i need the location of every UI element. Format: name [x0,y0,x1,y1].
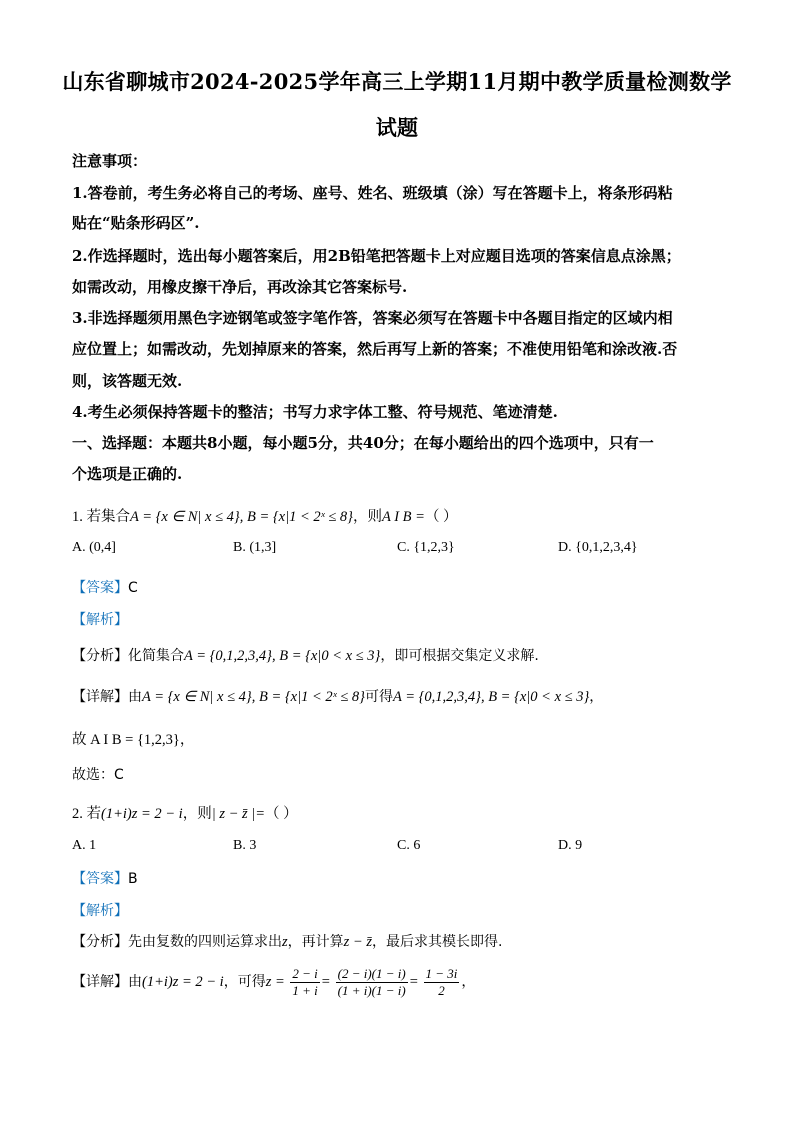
xiangjie-math: (1+i)z = 2 − i [142,973,224,990]
note-line: 应位置上；如需改动，先划掉原来的答案，然后再写上新的答案；不准使用铅笔和涂改液.否 [72,340,678,358]
fenxi-math: z [282,934,288,950]
fenxi-text: 先由复数的四则运算求出 [128,934,282,950]
q1-set-b: , B = {x|1 < 2ˣ ≤ 8} [239,509,353,525]
q2-answer [72,868,138,888]
fenxi-text: ，再计算 [287,934,344,950]
q2-fenxi [72,931,502,951]
fraction [336,966,408,999]
note-line: 2.作选择题时，选出每小题答案后，用2B铅笔把答题卡上对应题目选项的答案信息点涂黑； [72,247,681,265]
fenxi-text: ，即可根据交集定义求解. [380,648,539,664]
fenxi-math: A = {0,1,2,3,4}, B = {x|0 < x ≤ 3} [184,648,381,664]
note-line: 则，该答题无效. [72,372,183,390]
fenxi-tag: 【分析】 [72,648,128,664]
q1-prefix: 1. 若集合 [72,509,130,525]
section-heading: 一、选择题：本题共8小题，每小题5分，共40分；在每小题给出的四个选项中，只有一 [72,434,654,452]
q2-xiangjie: 【详解】由(1+i)z = 2 − i，可得z = $\frac{2 - i}{1 + i}$ = $\frac{(2 - i)(1 - i)}{(1 + i)(1 - i)}$ = $\frac{1 - 3i}{2}$ ， [72,966,476,998]
fenxi-tag: 【分析】 [72,934,128,950]
analysis-tag: 【解析】 [72,903,128,919]
note-line: 如需改动，用橡皮擦干净后，再改涂其它答案标号. [72,278,408,296]
fraction-numerator: (2 − i)(1 − i) [337,966,406,981]
q2-blank: （ ） [265,806,298,822]
page-title: 山东省聊城市2024-2025学年高三上学期11月期中教学质量检测数学 [62,69,732,94]
q2-option-a: A. 1 [72,838,97,853]
q1-option-b: B. (1,3] [233,540,277,555]
q2-prefix: 2. 若 [72,806,101,822]
q1-fenxi [72,645,539,665]
fraction-numerator: 1 − 3i [425,966,458,981]
answer-value: C [128,580,138,596]
xiangjie-text: ，可得 [223,973,266,990]
q2-option-b: B. 3 [233,838,257,853]
q1-option-d: D. {0,1,2,3,4} [558,540,638,555]
q2-math: (1+i)z = 2 − i [101,806,183,822]
xiangjie-text: ， [461,973,476,990]
section-heading-continued: 个选项是正确的. [72,465,183,483]
q2-analysis [72,900,128,920]
q1-analysis [72,609,128,629]
analysis-tag: 【解析】 [72,612,128,628]
fraction-denominator: 1 + i [292,983,318,998]
q1-xiangjie-line3: 故选：C [72,767,124,783]
q1-answer [72,577,138,597]
answer-tag: 【答案】 [72,580,128,596]
note-line: 贴在“贴条形码区”. [72,214,200,232]
answer-tag: 【答案】 [72,871,128,887]
notes-heading: 注意事项： [72,152,148,170]
note-line: 1.答卷前，考生务必将自己的考场、座号、姓名、班级填（涂）写在答题卡上，将条形码粘 [72,184,673,202]
q1-option-a: A. (0,4] [72,540,116,555]
fraction [424,966,460,999]
q1-option-c: C. {1,2,3} [397,540,455,555]
fraction-denominator: (1 + i)(1 − i) [337,983,406,998]
q1-xiangjie-line2: 故 A I B = {1,2,3}， [72,732,195,748]
xiangjie-math: z = [265,973,285,990]
fraction [290,966,319,999]
q1-set-a: A = {x ∈ N| x ≤ 4} [130,509,240,525]
xiangjie-math: A = {0,1,2,3,4}, B = {x|0 < x ≤ 3} [392,689,590,705]
note-line: 3.非选择题须用黑色字迹钢笔或签字笔作答，答案必须写在答题卡中各题目指定的区域内相 [72,309,673,327]
fenxi-text: 化简集合 [128,648,184,664]
xiangjie-tag: 【详解】 [72,973,128,990]
fenxi-text: ，最后求其模长即得. [371,934,503,950]
xiangjie-tag: 【详解】 [72,689,128,705]
xiangjie-text: 由 [128,973,142,990]
fraction-numerator: 2 − i [292,966,318,981]
q2-mid: ，则 [182,806,212,822]
q1-xiangjie [72,686,603,706]
q2-option-c: C. 6 [397,838,421,853]
page-title-continued: 试题 [375,115,419,140]
xiangjie-text: 由 [128,689,142,705]
xiangjie-text: 可得 [364,689,393,705]
answer-value: B [128,871,138,887]
q1-suffix: ，则 [352,509,382,525]
question-1-stem [72,505,458,526]
q2-expr: | z − z̄ |= [211,806,266,822]
q1-expr: A I B = [381,509,425,525]
q1-blank: （ ） [424,509,458,525]
fraction-denominator: 2 [438,983,445,998]
xiangjie-math: A = {x ∈ N| x ≤ 4}, B = {x|1 < 2ˣ ≤ 8} [142,689,365,705]
q2-option-d: D. 9 [558,838,583,853]
note-line: 4.考生必须保持答题卡的整洁；书写力求字体工整、符号规范、笔迹清楚. [72,403,558,421]
fenxi-math: z − z̄ [343,934,372,950]
question-2-stem [72,802,298,823]
xiangjie-text: ， [589,689,604,705]
